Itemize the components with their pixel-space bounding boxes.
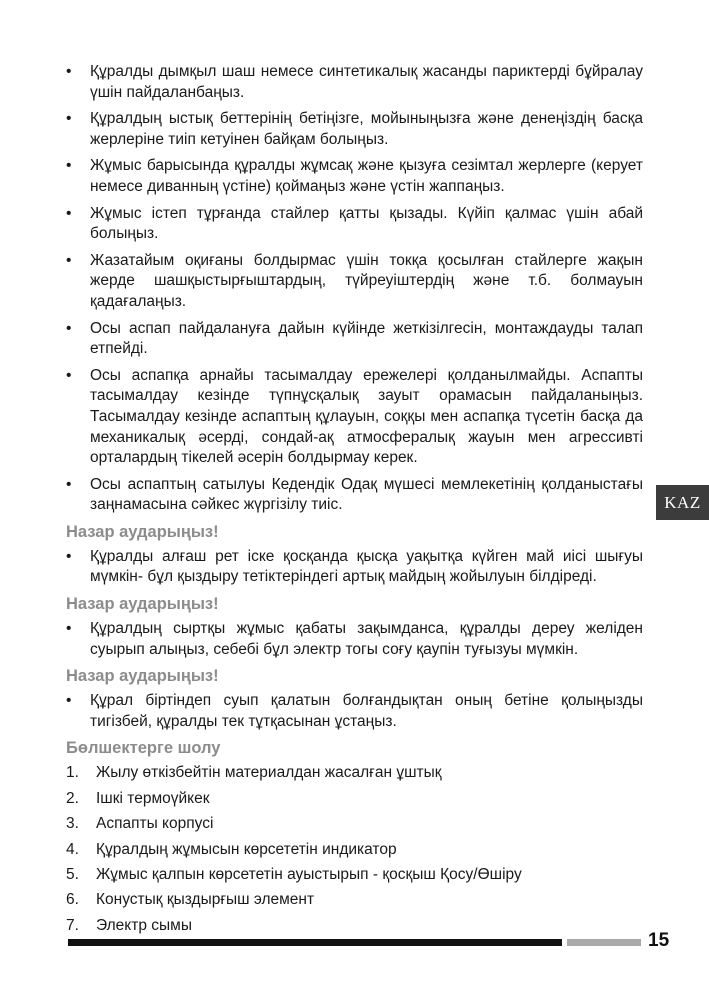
list-item-text: Құралдың ыстық беттерінің бетіңізге, мойыныңызға және денеңіздің басқа жерлеріне тиіп кетуінен байқам болыңыз. [90,110,643,148]
warning-item [66,547,643,588]
list-item [66,156,643,197]
parts-list-item [66,789,643,810]
page-number: 15 [648,930,670,951]
bullet-marker: • [66,620,72,638]
list-item [66,251,643,313]
parts-list-item [66,763,643,784]
list-item-text: Жұмыс барысында құралды жұмсақ және қызуға сезімтал жерлерге (керует немесе диванның үстіне) қоймаңыз және үстін жаппаңыз. [90,157,643,195]
item-text: Электр сымы [96,916,192,934]
warning-heading: Назар аударыңыз! [66,667,219,686]
bullet-marker: • [66,157,72,175]
item-number: 5. [66,866,79,883]
list-item [66,62,643,103]
parts-list-item [66,890,643,911]
list-item [66,319,643,360]
warning-text: Құралды алғаш рет іске қосқанда қысқа уақытқа күйген май иісі шығуы мүмкін- бұл қыздыру тетіктеріндегі артық майдың жойылуын білдіреді. [90,547,643,586]
item-text: Құралдың жұмысын көрсететін индикатор [96,840,397,858]
bullet-marker: • [66,319,72,337]
item-number: 6. [66,891,79,909]
item-number: 2. [66,789,79,807]
parts-list-item [66,814,643,835]
list-item-text: Жазатайым оқиғаны болдырмас үшін токқа қосылған стайлерге жақын жерде шашқыстырғыштардың, түйреуіштердің және т.б. болмауын қадағалаңыз. [90,251,643,310]
list-item-text: Жұмыс істеп тұрғанда стайлер қатты қызады. Күйіп қалмас үшін абай болыңыз. [90,204,643,243]
list-item-text: Құралды дымқыл шаш немесе синтетикалық жасанды париктерді бұйралау үшін пайдаланбаңыз. [90,63,643,101]
item-text: Жылу өткізбейтін материалдан жасалған ұштық [96,764,442,782]
list-item-text: Осы аспапқа арнайы тасымалдау ережелері қолданылмайды. Аспапты тасымалдау кезінде түпнұсқалық зауыт орамасын пайдаланыңыз. Тасымалдау кезінде аспаптың құлауын, соққы мен аспапқа түсетін басқа да механикалық әсерді, сондай-ақ атмосфералық жауын мен агрессивті орталардың тікелей әсерін болдырмау керек. [90,366,643,467]
warning-text: Құрал біртіндеп суып қалатын болғандықтан оның бетіне қолыңызды тигізбей, құралды тек тұтқасынан ұстаңыз. [90,692,643,730]
bullet-marker: • [66,63,72,80]
parts-overview-heading: Бөлшектерге шолу [66,739,221,758]
item-number: 7. [66,916,79,934]
list-item [66,366,643,469]
item-number: 1. [66,764,79,782]
language-tab: KAZ [656,485,709,520]
bullet-marker: • [66,366,72,384]
warning-text: Құралдың сыртқы жұмыс қабаты зақымданса, құралды дереу желіден суырып алыңыз, себебі бұл электр тогы соғу қаупін туғызуы мүмкін. [90,620,643,658]
warning-item [66,691,643,732]
safety-bullet-list [66,62,643,516]
footer-rule-accent [567,939,641,946]
item-text: Аспапты корпусі [96,815,214,833]
item-number: 4. [66,840,79,858]
parts-list-item [66,840,643,861]
warning-heading: Назар аударыңыз! [66,595,219,614]
footer-rule [68,939,562,946]
item-number: 3. [66,815,79,833]
bullet-marker: • [66,110,72,128]
list-item-text: Осы аспап пайдалануға дайын күйінде жеткізілгесін, монтаждауды талап етпейді. [90,319,643,358]
bullet-marker: • [66,547,72,565]
item-text: Конустық қыздырғыш элемент [96,891,315,909]
parts-list [66,763,643,936]
parts-list-item [66,916,643,937]
bullet-marker: • [66,692,72,710]
bullet-marker: • [66,204,72,222]
list-item [66,475,643,516]
item-text: Ішкі термоүйкек [96,789,210,807]
list-item-text: Осы аспаптың сатылуы Кедендік Одақ мүшесі мемлекетінің қолданыстағы заңнамасына сәйкес жүргізілу тиіс. [90,475,643,514]
list-item [66,109,643,150]
parts-list-item [66,865,643,886]
warning-heading: Назар аударыңыз! [66,522,219,541]
page-content [66,62,643,941]
warning-item [66,619,643,660]
item-text: Жұмыс қалпын көрсететін ауыстырып - қосқыш Қосу/Өшіру [96,866,522,883]
list-item [66,204,643,245]
bullet-marker: • [66,251,72,269]
bullet-marker: • [66,475,72,493]
